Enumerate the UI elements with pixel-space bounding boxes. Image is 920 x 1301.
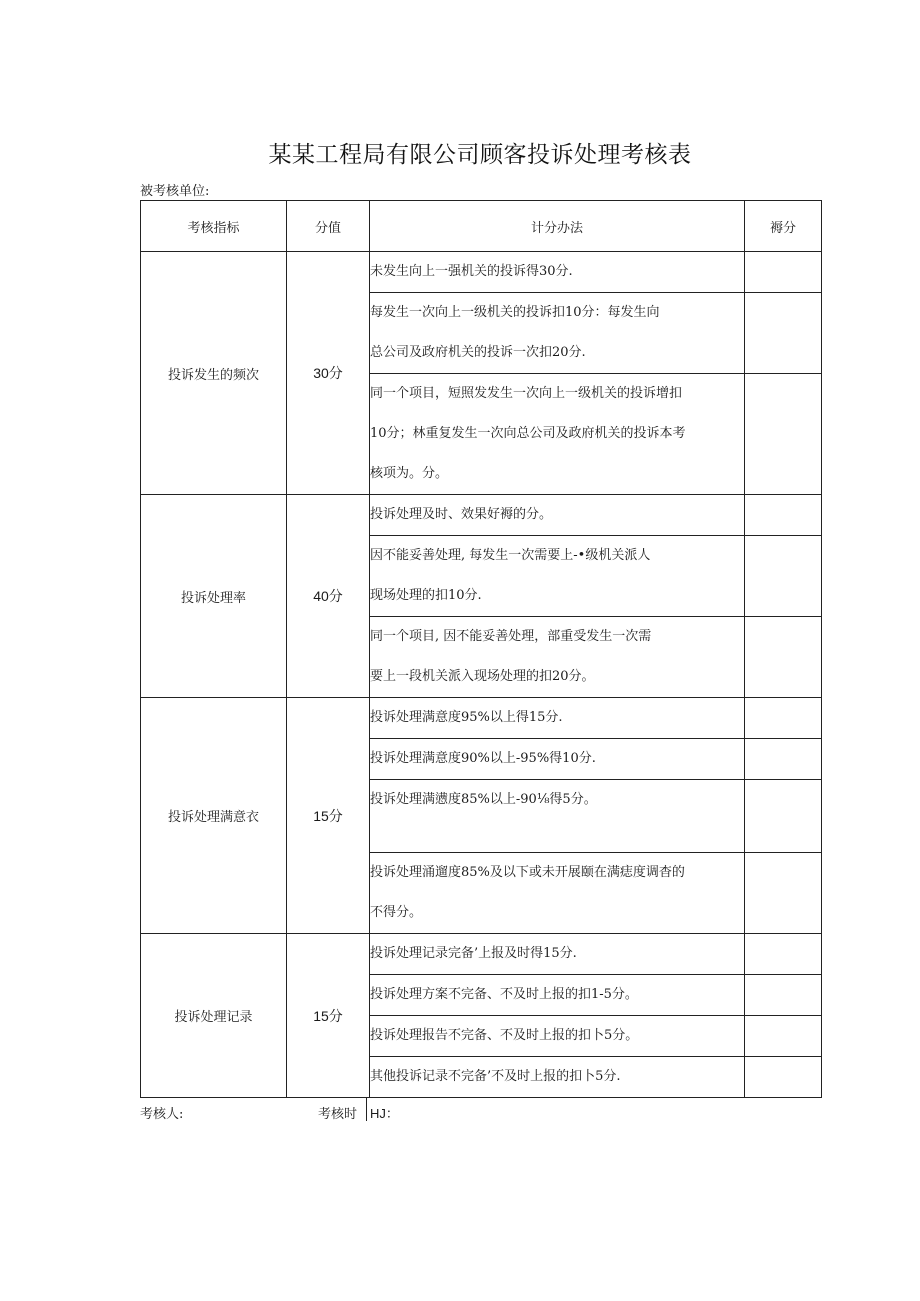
table-body — [141, 252, 822, 1098]
method-line: 投诉处理涌遛度85%及以下或未开展颐在满痣度调杳的 — [370, 865, 685, 880]
document-title: 某某工程局有限公司顾客投诉处理考核表 — [268, 142, 692, 168]
metric-cell: 投诉处理记录 — [141, 934, 287, 1098]
metric-cell: 投诉处理率 — [141, 495, 287, 698]
method-line: 投诉处理报告不完备、不及时上报的扣卜5分。 — [370, 1028, 639, 1043]
method-cell — [370, 934, 745, 975]
score-input-cell[interactable] — [745, 536, 822, 617]
method-line: 投诉处理记录完备’上报及时得15分. — [370, 946, 577, 961]
metric-cell: 投诉处理满意衣 — [141, 698, 287, 934]
method-cell — [370, 698, 745, 739]
score-input-cell[interactable] — [745, 975, 822, 1016]
assessment-table — [140, 200, 822, 1098]
method-line: 不得分。 — [370, 905, 423, 920]
header-metric: 考核指标 — [141, 201, 287, 252]
method-cell — [370, 975, 745, 1016]
method-line: 同一个项目，短照发发生一次向上一级机关的投诉增扣 — [370, 386, 683, 401]
score-input-cell[interactable] — [745, 1057, 822, 1098]
method-cell — [370, 1016, 745, 1057]
method-line: 现场处理的扣10分. — [370, 588, 482, 603]
score-input-cell[interactable] — [745, 853, 822, 934]
exam-time-label: 考核时 — [318, 1107, 358, 1122]
method-cell — [370, 739, 745, 780]
score-input-cell[interactable] — [745, 293, 822, 374]
method-cell — [370, 780, 745, 853]
score-input-cell[interactable] — [745, 934, 822, 975]
metric-cell: 投诉发生的频次 — [141, 252, 287, 495]
method-line: 因不能妥善处理, 每发生一次需要上-•级机关派人 — [370, 548, 651, 563]
examiner-label: 考核人: — [140, 1107, 184, 1122]
header-score: 褥分 — [745, 201, 822, 252]
method-line: 总公司及政府机关的投诉一次扣20分. — [370, 345, 586, 360]
method-line: 投诉处理方案不完备、不及时上报的扣1-5分。 — [370, 987, 638, 1002]
method-cell — [370, 293, 745, 374]
points-cell: 40分 — [287, 495, 370, 698]
method-cell — [370, 495, 745, 536]
score-input-cell[interactable] — [745, 617, 822, 698]
method-line: 投诉处理满意度95%以上得15分. — [370, 710, 563, 725]
method-line: 其他投诉记录不完备’不及时上报的扣卜5分. — [370, 1069, 621, 1084]
score-input-cell[interactable] — [745, 1016, 822, 1057]
method-cell — [370, 536, 745, 617]
table-row — [141, 495, 822, 536]
exam-time-suffix: HJ： — [370, 1106, 399, 1121]
method-cell — [370, 853, 745, 934]
method-line: 10分；林重复发生一次向总公司及政府机关的投诉本考 — [370, 426, 686, 441]
method-line: 投诉处理满意度90%以上-95%得10分. — [370, 751, 596, 766]
score-input-cell[interactable] — [745, 495, 822, 536]
method-line: 要上一段机关派入现场处理的扣20分。 — [370, 669, 595, 684]
method-line: 未发生向上一强机关的投诉得30分. — [370, 264, 573, 279]
score-input-cell[interactable] — [745, 739, 822, 780]
points-cell: 30分 — [287, 252, 370, 495]
method-line: 投诉处理满懑度85%以上-90⅛得5分。 — [370, 792, 597, 807]
table-row — [141, 252, 822, 293]
points-cell: 15分 — [287, 698, 370, 934]
method-line: 同一个项目, 因不能妥善处理，部重受发生一次需 — [370, 629, 652, 644]
header-points: 分值 — [287, 201, 370, 252]
points-cell: 15分 — [287, 934, 370, 1098]
method-line: 投诉处理及时、效果好褥的分。 — [370, 507, 553, 522]
score-input-cell[interactable] — [745, 374, 822, 495]
score-input-cell[interactable] — [745, 698, 822, 739]
header-method: 计分办法 — [370, 201, 745, 252]
table-header-row — [141, 201, 822, 252]
table-row — [141, 934, 822, 975]
method-cell — [370, 1057, 745, 1098]
method-cell — [370, 374, 745, 495]
method-line: 每发生一次向上一级机关的投诉扣10分：每发生向 — [370, 305, 660, 320]
assessed-unit-label: 被考核单位: — [140, 184, 210, 199]
table-row — [141, 698, 822, 739]
method-line: 核项为。分。 — [370, 466, 449, 481]
exam-time-divider — [366, 1097, 367, 1121]
method-cell — [370, 252, 745, 293]
score-input-cell[interactable] — [745, 780, 822, 853]
score-input-cell[interactable] — [745, 252, 822, 293]
method-cell — [370, 617, 745, 698]
